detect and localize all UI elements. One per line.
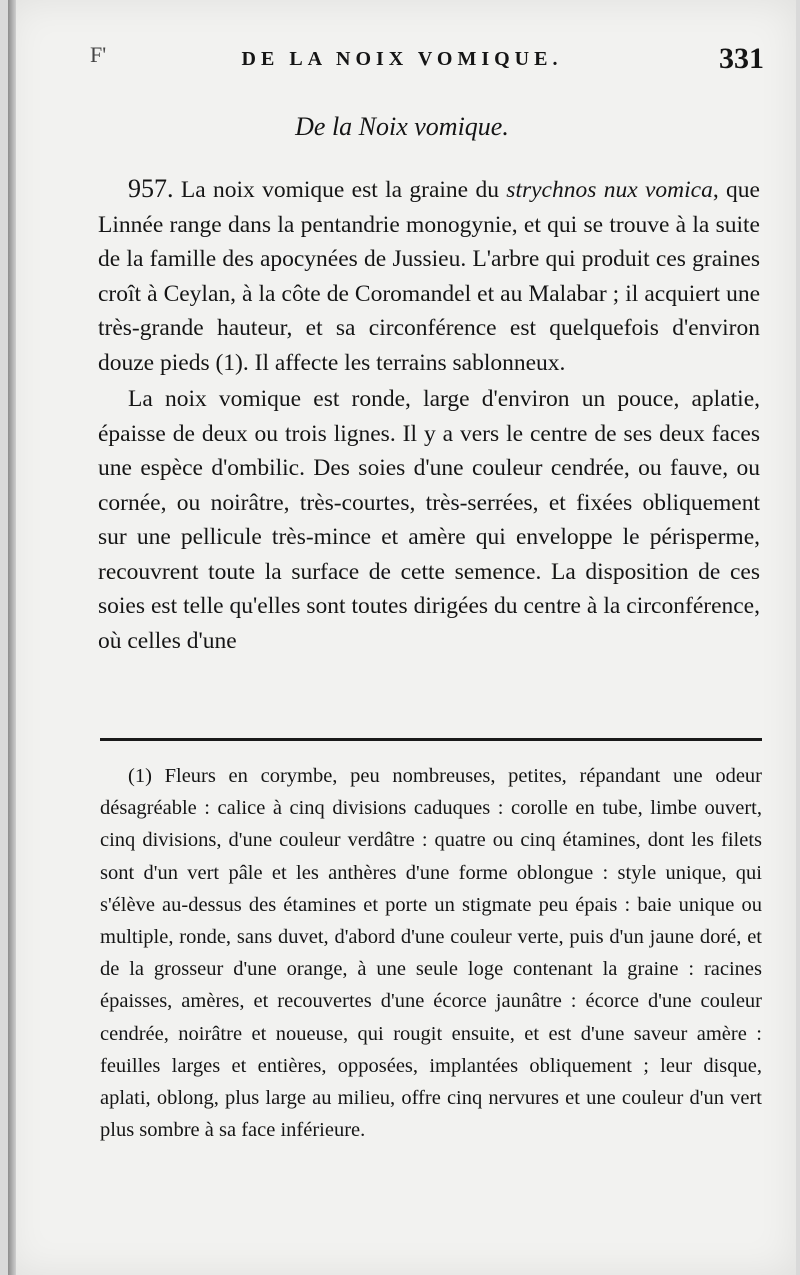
main-text [98, 172, 760, 658]
species-name: strychnos nux vomica [506, 177, 713, 203]
footnote-1: (1) Fleurs en corymbe, peu nombreuses, petites, répandant une odeur désagréable : calice à cinq divisions caduques : corolle en tube, limbe ouvert, cinq divisions, d'une couleur verdâtre : quatre ou cinq étamines, dont les filets sont d'un vert pâle et les anthères d'une forme oblongue : style unique, qui s'élève au-dessus des étamines et porte un stigmate peu épais : baie unique ou multiple, ronde, sans duvet, d'abord d'une couleur verte, puis d'un jaune doré, et de la grosseur d'une orange, à une seule loge contenant la graine : racines épaisses, amères, et recouvertes d'une écorce jaunâtre : écorce d'une couleur cendrée, noirâtre et noueuse, qui rougit ensuite, et est d'une saveur amère : feuilles larges et entières, opposées, implantées obliquement ; leur disque, aplati, oblong, plus large au milieu, offre cinq nervures et une couleur d'un vert plus sombre à sa face inférieure. [100, 765, 762, 1142]
section-title: De la Noix vomique. [295, 112, 509, 141]
paragraph-text-end: , que Linnée range dans la pentandrie monogynie, et qui se trouve à la suite de la famille des apocynées de Jussieu. L'arbre qui produit ces graines croît à Ceylan, à la côte de Coromandel et au Malabar ; il acquiert une très-grande hauteur, et sa circonférence est quelquefois d'environ douze pieds (1). Il affecte les terrains sablonneux. [98, 177, 760, 376]
footnote-divider [100, 738, 762, 741]
page-header [8, 40, 796, 80]
running-head: DE LA NOIX VOMIQUE. [241, 48, 563, 70]
footnotes [100, 760, 762, 1146]
page-number: 331 [719, 42, 764, 75]
paragraph-number: 957. [128, 174, 174, 203]
page-binding-edge [8, 0, 16, 1275]
corner-mark: F' [90, 42, 107, 67]
book-page [8, 0, 796, 1275]
paragraph-description: La noix vomique est ronde, large d'environ un pouce, aplatie, épaisse de deux ou trois lignes. Il y a vers le centre de ses deux faces une espèce d'ombilic. Des soies d'une couleur cendrée, ou fauve, ou cornée, ou noirâtre, très-courtes, très-serrées, et fixées obliquement sur une pellicule très-mince et amère qui enveloppe le périsperme, recouvrent toute la surface de cette semence. La disposition de ces soies est telle qu'elles sont toutes dirigées du centre à la circonférence, où celles d'une [98, 386, 760, 654]
paragraph-957 [98, 172, 760, 380]
paragraph-text-start: La noix vomique est la graine du [173, 177, 507, 203]
